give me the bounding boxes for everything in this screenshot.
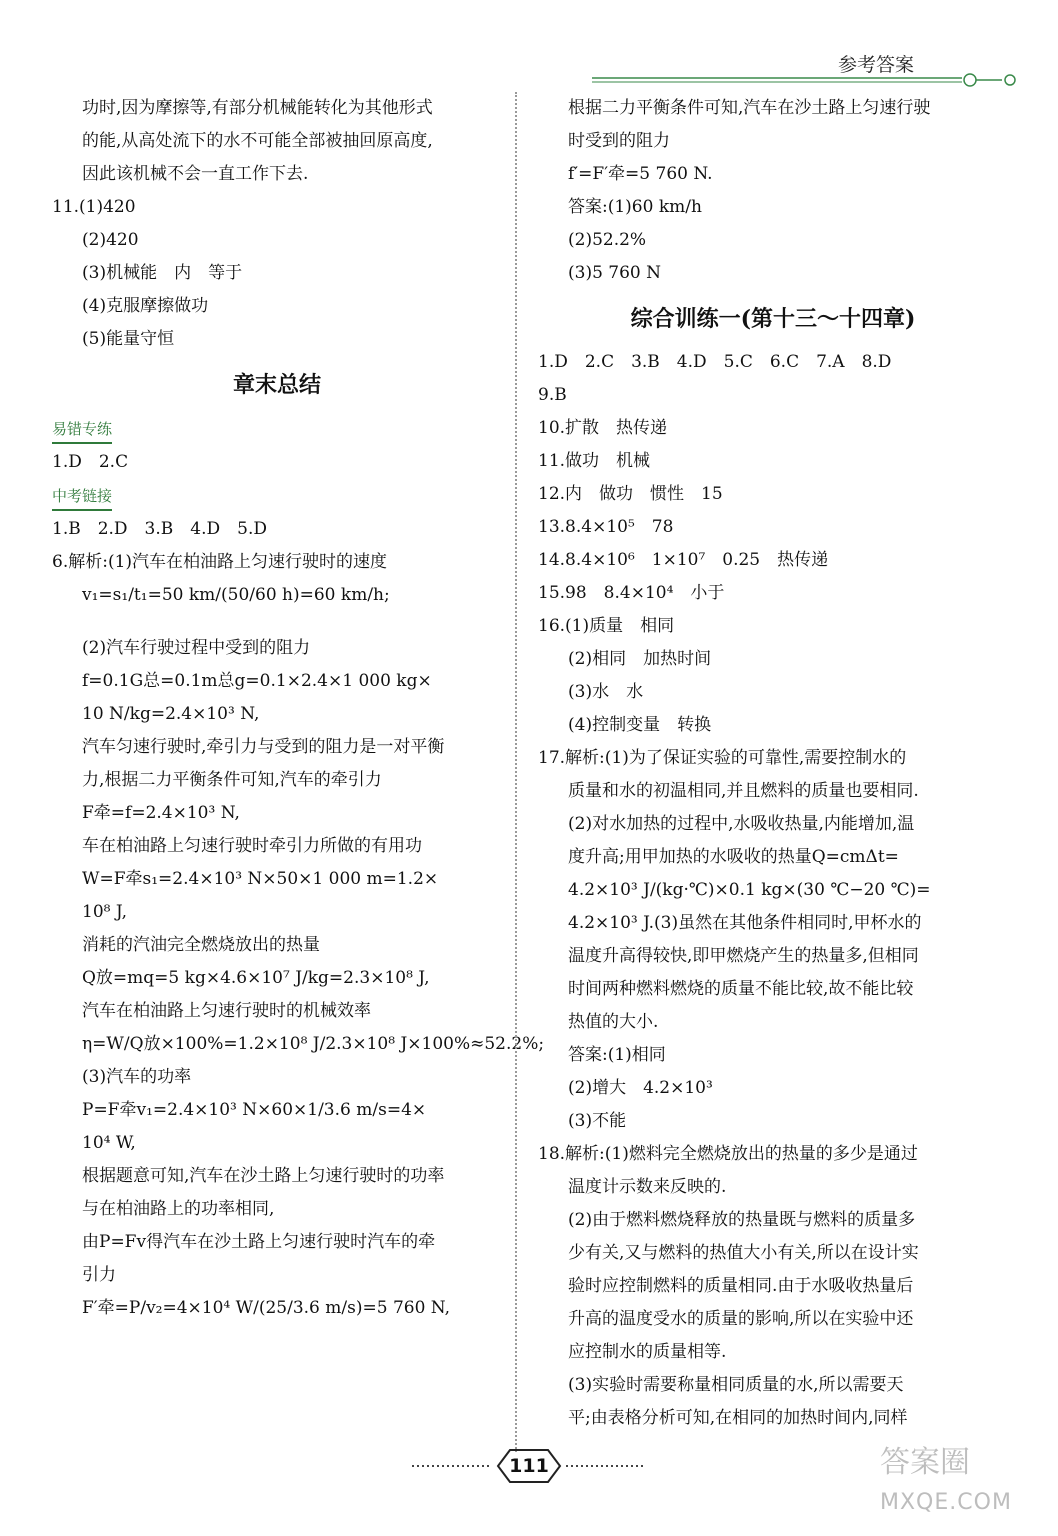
page-number-badge	[412, 1446, 646, 1486]
text-line: 的能,从高处流下的水不可能全部被抽回原高度,	[82, 131, 433, 151]
text-line: 应控制水的质量相等.	[568, 1342, 727, 1362]
page-number: 111	[509, 1455, 549, 1477]
section-title: 章末总结	[232, 372, 321, 398]
text-line: 汽车在柏油路上匀速行驶时的机械效率	[82, 1001, 371, 1021]
text-line: 14.8.4×10⁶ 1×10⁷ 0.25 热传递	[538, 550, 829, 570]
text-line: 功时,因为摩擦等,有部分机械能转化为其他形式	[82, 98, 433, 118]
text-line: (2)相同 加热时间	[568, 649, 712, 669]
text-line: 与在柏油路上的功率相同,	[82, 1199, 275, 1219]
text-line: 时受到的阻力	[568, 131, 670, 151]
text-line: 1.D 2.C	[52, 452, 129, 472]
text-line: (4)控制变量 转换	[568, 715, 712, 735]
text-line: 13.8.4×10⁵ 78	[538, 517, 674, 537]
text-line: 升高的温度受水的质量的影响,所以在实验中还	[568, 1309, 914, 1329]
text-line: 答案:(1)相同	[568, 1045, 666, 1065]
section-tag: 中考链接	[52, 483, 112, 511]
text-line: W=F牵s₁=2.4×10³ N×50×1 000 m=1.2×	[82, 869, 439, 889]
text-line: 15.98 8.4×10⁴ 小于	[538, 583, 725, 603]
text-line: P=F牵v₁=2.4×10³ N×60×1/3.6 m/s=4×	[82, 1100, 427, 1120]
text-line: 汽车匀速行驶时,牵引力与受到的阻力是一对平衡	[82, 737, 445, 757]
text-line: F′牵=P/v₂=4×10⁴ W/(25/3.6 m/s)=5 760 N,	[82, 1298, 450, 1318]
header-rule	[592, 72, 1022, 90]
text-line: (2)420	[82, 230, 139, 250]
text-line: (3)水 水	[568, 682, 644, 702]
header-label: 参考答案	[838, 54, 915, 76]
spacer	[52, 612, 502, 632]
text-line: 10⁴ W,	[82, 1133, 136, 1153]
watermark-main: 答案圈	[880, 1445, 970, 1480]
left-column	[52, 92, 545, 1325]
text-line: (5)能量守恒	[82, 329, 175, 349]
text-line: (2)由于燃料燃烧释放的热量既与燃料的质量多	[568, 1210, 916, 1230]
text-line: 平;由表格分析可知,在相同的加热时间内,同样	[568, 1408, 908, 1428]
text-line: (2)52.2%	[568, 230, 647, 250]
text-line: 由P=Fv得汽车在沙土路上匀速行驶时汽车的牵	[82, 1232, 436, 1252]
text-line: 17.解析:(1)为了保证实验的可靠性,需要控制水的	[538, 748, 907, 768]
text-line: (4)克服摩擦做功	[82, 296, 209, 316]
text-line: (3)机械能 内 等于	[82, 263, 243, 283]
text-line: (2)汽车行驶过程中受到的阻力	[82, 638, 311, 658]
text-line: 12.内 做功 惯性 15	[538, 484, 723, 504]
text-line: 6.解析:(1)汽车在柏油路上匀速行驶时的速度	[52, 552, 388, 572]
watermark-logo	[880, 1445, 1012, 1518]
text-line: 温度升高得较快,即甲燃烧产生的热量多,但相同	[568, 946, 919, 966]
text-line: 温度计示数来反映的.	[568, 1177, 727, 1197]
text-line: 少有关,又与燃料的热值大小有关,所以在设计实	[568, 1243, 919, 1263]
text-line: 时间两种燃料燃烧的质量不能比较,故不能比较	[568, 979, 914, 999]
text-line: 度升高;用甲加热的水吸收的热量Q=cmΔt=	[568, 847, 899, 867]
text-line: 答案:(1)60 km/h	[568, 197, 702, 217]
text-line: 引力	[82, 1265, 116, 1285]
text-line: 力,根据二力平衡条件可知,汽车的牵引力	[82, 770, 382, 790]
text-line: 热值的大小.	[568, 1012, 659, 1032]
text-line: (3)实验时需要称量相同质量的水,所以需要天	[568, 1375, 904, 1395]
text-line: 4.2×10³ J.(3)虽然在其他条件相同时,甲杯水的	[568, 913, 922, 933]
right-column	[538, 92, 1008, 1435]
text-line: 因此该机械不会一直工作下去.	[82, 164, 309, 184]
text-line: 11.(1)420	[52, 197, 136, 217]
text-line: 质量和水的初温相同,并且燃料的质量也要相同.	[568, 781, 919, 801]
section-tag: 易错专练	[52, 416, 112, 444]
text-line: f=0.1G总=0.1m总g=0.1×2.4×1 000 kg×	[82, 671, 432, 691]
text-line: 10⁸ J,	[82, 902, 128, 922]
text-line: η=W/Q放×100%=1.2×10⁸ J/2.3×10⁸ J×100%≈52.2%;	[82, 1034, 545, 1054]
text-line: (2)对水加热的过程中,水吸收热量,内能增加,温	[568, 814, 915, 834]
text-line: 4.2×10³ J/(kg·℃)×0.1 kg×(30 ℃−20 ℃)=	[568, 880, 931, 900]
text-line: 根据题意可知,汽车在沙土路上匀速行驶时的功率	[82, 1166, 445, 1186]
text-line: (3)5 760 N	[568, 263, 662, 283]
text-line: 9.B	[538, 385, 567, 405]
text-line: 11.做功 机械	[538, 451, 651, 471]
text-line: 10.扩散 热传递	[538, 418, 668, 438]
section-tag-row	[52, 479, 502, 513]
text-line: 1.B 2.D 3.B 4.D 5.D	[52, 519, 267, 539]
text-line: v₁=s₁/t₁=50 km/(50/60 h)=60 km/h;	[82, 585, 390, 605]
text-line: 根据二力平衡条件可知,汽车在沙土路上匀速行驶	[568, 98, 931, 118]
text-line: 验时应控制燃料的质量相同.由于水吸收热量后	[568, 1276, 914, 1296]
section-tag-row	[52, 412, 502, 446]
text-line: (3)汽车的功率	[82, 1067, 192, 1087]
text-line: F牵=f=2.4×10³ N,	[82, 803, 240, 823]
text-line: 消耗的汽油完全燃烧放出的热量	[82, 935, 320, 955]
text-line: (2)增大 4.2×10³	[568, 1078, 713, 1098]
text-line: 1.D 2.C 3.B 4.D 5.C 6.C 7.A 8.D	[538, 352, 892, 372]
text-line: f′=F′牵=5 760 N.	[568, 164, 713, 184]
section-title: 综合训练一(第十三～十四章)	[630, 306, 916, 332]
text-line: 16.(1)质量 相同	[538, 616, 675, 636]
watermark-sub: MXQE.COM	[880, 1490, 1012, 1515]
text-line: 18.解析:(1)燃料完全燃烧放出的热量的多少是通过	[538, 1144, 918, 1164]
column-divider	[515, 92, 517, 1452]
text-line: (3)不能	[568, 1111, 627, 1131]
text-line: 10 N/kg=2.4×10³ N,	[82, 704, 260, 724]
text-line: Q放=mq=5 kg×4.6×10⁷ J/kg=2.3×10⁸ J,	[82, 968, 430, 988]
text-line: 车在柏油路上匀速行驶时牵引力所做的有用功	[82, 836, 422, 856]
